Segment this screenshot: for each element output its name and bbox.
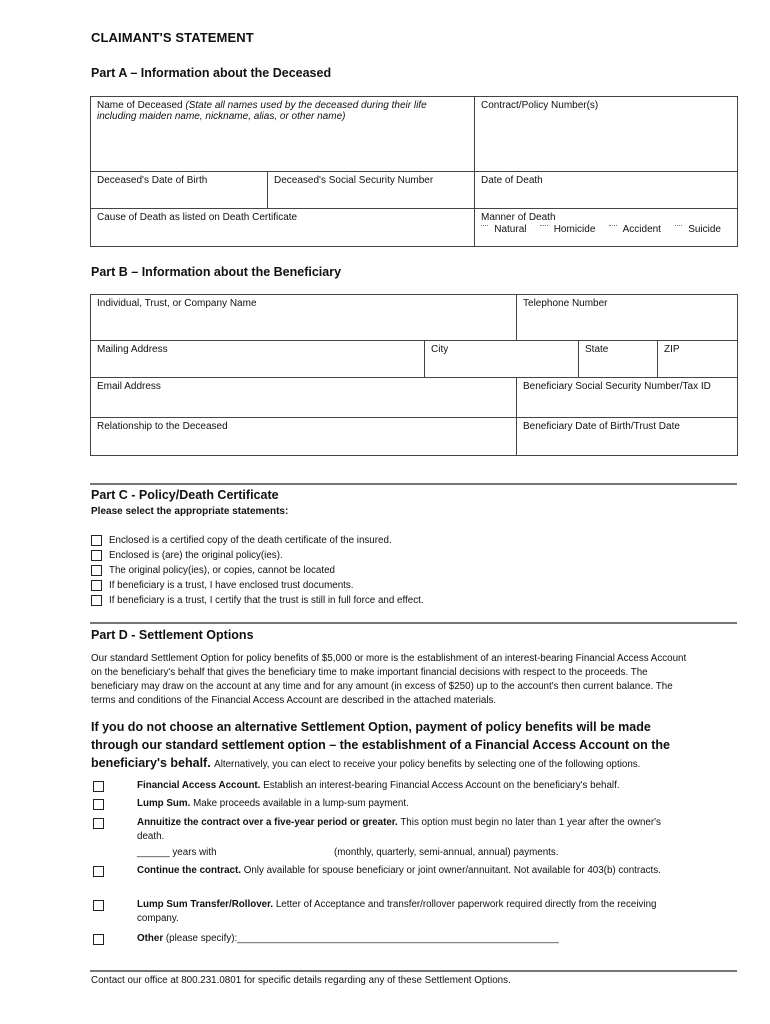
part-c-heading: Part C - Policy/Death Certificate: [91, 488, 279, 502]
statement-label: Enclosed is a certified copy of the death certificate of the insured.: [109, 535, 392, 546]
statement-label: If beneficiary is a trust, I have enclosed trust documents.: [109, 580, 354, 591]
deceased-dob-field[interactable]: [91, 172, 268, 209]
manner-suicide-label: Suicide: [688, 224, 721, 235]
manner-natural-checkbox[interactable]: [481, 225, 488, 234]
manner-natural-label: Natural: [494, 224, 527, 235]
deceased-dob-label: Deceased's Date of Birth: [97, 175, 208, 186]
option-checkbox-lump-sum[interactable]: [93, 799, 104, 810]
settlement-notice: [91, 718, 691, 774]
footer-divider: [90, 970, 737, 972]
manner-of-death-options: [481, 224, 731, 235]
settlement-notice-bold: If you do not choose an alternative Settlement Option, payment of policy benefits will be made through our standard settlement option – the establishment of a Financial Access Account on the beneficiary's behalf.: [91, 720, 671, 770]
option-financial-access: [137, 779, 667, 793]
option-checkbox-continue[interactable]: [93, 866, 104, 877]
option-title: Annuitize the contract over a five-year period or greater.: [137, 817, 398, 828]
settlement-intro: Our standard Settlement Option for policy benefits of $5,000 or more is the establishment of an interest-bearing Financial Access Account on the beneficiary's behalf that gives the beneficiary time to make important financial decisions with respect to the proceeds. The beneficiary may draw on the account at any time and for any amount (in excess of $250) up to the account's then current balance. The terms and conditions of the Financial Access Account are described in the attached materials.: [91, 653, 687, 706]
option-text: Only available for spouse beneficiary or joint owner/annuitant. Not available for 403(b) contracts.: [243, 865, 661, 876]
option-lump-sum: [137, 797, 667, 811]
option-checkbox-annuitize[interactable]: [93, 818, 104, 829]
policy-number-label: Contract/Policy Number(s): [481, 100, 599, 111]
relationship-label: Relationship to the Deceased: [97, 421, 228, 432]
mailing-address-field[interactable]: [91, 341, 425, 378]
statement-checkbox[interactable]: [91, 595, 102, 606]
zip-label: ZIP: [664, 344, 680, 355]
manner-of-death-field: [475, 209, 738, 247]
option-title: Continue the contract.: [137, 865, 241, 876]
part-c-subheading: Please select the appropriate statements:: [91, 506, 289, 517]
city-field[interactable]: [425, 341, 579, 378]
part-a-table: [90, 96, 738, 247]
relationship-field[interactable]: [91, 418, 517, 456]
cause-of-death-label: Cause of Death as listed on Death Certificate: [97, 212, 298, 223]
option-annuitize: [137, 816, 667, 844]
manner-homicide-checkbox[interactable]: [540, 225, 547, 234]
statement-row: [91, 563, 335, 578]
deceased-name-label: Name of Deceased: [97, 100, 183, 111]
part-a-heading: Part A – Information about the Deceased: [91, 66, 332, 80]
settlement-notice-text: Alternatively, you can elect to receive your policy benefits by selecting one of the following options.: [214, 759, 641, 770]
beneficiary-ssn-field[interactable]: [517, 378, 738, 418]
deceased-name-note: (State all names used by the deceased during their life including maiden name, nickname, alias, or other name): [97, 100, 427, 122]
option-rollover: [137, 898, 667, 926]
option-title: Lump Sum Transfer/Rollover.: [137, 899, 274, 910]
policy-number-field[interactable]: [475, 97, 738, 172]
state-field[interactable]: [579, 341, 658, 378]
statement-checkbox[interactable]: [91, 580, 102, 591]
option-checkbox-rollover[interactable]: [93, 900, 104, 911]
option-text: Letter of Acceptance and transfer/rollover paperwork required directly from the receiving company.: [137, 899, 657, 924]
option-checkbox-financial-access[interactable]: [93, 781, 104, 792]
footer-contact: Contact our office at 800.231.0801 for specific details regarding any of these Settlement Options.: [91, 975, 511, 986]
beneficiary-ssn-label: Beneficiary Social Security Number/Tax ID: [523, 381, 711, 392]
part-c-divider: [90, 483, 737, 485]
statement-row: [91, 578, 354, 593]
payment-frequency-line: (monthly, quarterly, semi-annual, annual) payments.: [334, 847, 559, 858]
option-text: This option must begin no later than 1 year after the owner's death.: [137, 817, 661, 842]
option-text: Establish an interest-bearing Financial Access Account on the beneficiary's behalf.: [263, 780, 620, 791]
part-b-table: [90, 294, 738, 456]
cause-of-death-field[interactable]: [91, 209, 475, 247]
years-with-line[interactable]: ______ years with: [137, 847, 217, 858]
option-text[interactable]: (please specify):___________________________________________________________: [165, 933, 559, 944]
form-title: CLAIMANT'S STATEMENT: [91, 30, 254, 45]
date-of-death-field[interactable]: [475, 172, 738, 209]
option-title: Lump Sum.: [137, 798, 191, 809]
statement-label: If beneficiary is a trust, I certify that the trust is still in full force and effect.: [109, 595, 424, 606]
email-field[interactable]: [91, 378, 517, 418]
manner-suicide-checkbox[interactable]: [675, 225, 682, 234]
telephone-label: Telephone Number: [523, 298, 608, 309]
option-title: Other: [137, 933, 164, 944]
beneficiary-name-label: Individual, Trust, or Company Name: [97, 298, 257, 309]
city-label: City: [431, 344, 449, 355]
option-other: [137, 932, 667, 946]
manner-accident-label: Accident: [622, 224, 661, 235]
statement-row: [91, 533, 392, 548]
manner-accident-checkbox[interactable]: [609, 225, 616, 234]
manner-homicide-label: Homicide: [553, 224, 596, 235]
telephone-field[interactable]: [517, 295, 738, 341]
part-d-divider: [90, 622, 737, 624]
email-label: Email Address: [97, 381, 161, 392]
part-b-heading: Part B – Information about the Beneficiary: [91, 265, 342, 279]
deceased-name-field[interactable]: [91, 97, 475, 172]
statement-row: [91, 593, 424, 608]
statement-checkbox[interactable]: [91, 565, 102, 576]
beneficiary-name-field[interactable]: [91, 295, 517, 341]
statement-label: The original policy(ies), or copies, cannot be located: [109, 565, 335, 576]
option-continue-contract: [137, 864, 667, 878]
statement-checkbox[interactable]: [91, 535, 102, 546]
beneficiary-dob-label: Beneficiary Date of Birth/Trust Date: [523, 421, 680, 432]
option-checkbox-other[interactable]: [93, 934, 104, 945]
statement-label: Enclosed is (are) the original policy(ies).: [109, 550, 283, 561]
statement-checkbox[interactable]: [91, 550, 102, 561]
option-title: Financial Access Account.: [137, 780, 261, 791]
part-d-heading: Part D - Settlement Options: [91, 628, 254, 642]
mailing-address-label: Mailing Address: [97, 344, 168, 355]
zip-field[interactable]: [658, 341, 738, 378]
manner-of-death-label: Manner of Death: [481, 212, 556, 223]
state-label: State: [585, 344, 609, 355]
beneficiary-dob-field[interactable]: [517, 418, 738, 456]
deceased-ssn-label: Deceased's Social Security Number: [274, 175, 434, 186]
statement-row: [91, 548, 283, 563]
date-of-death-label: Date of Death: [481, 175, 543, 186]
deceased-ssn-field[interactable]: [268, 172, 475, 209]
option-text: Make proceeds available in a lump-sum payment.: [193, 798, 409, 809]
